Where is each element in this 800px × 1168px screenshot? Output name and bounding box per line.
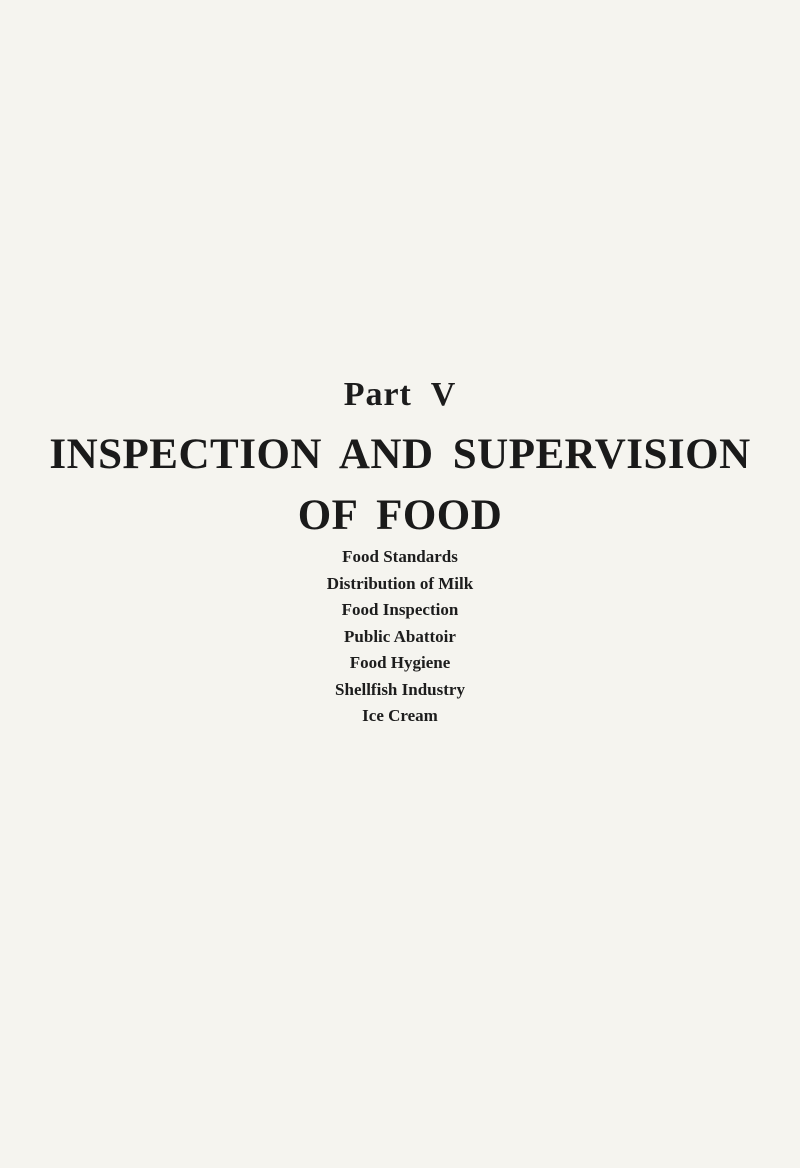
topic-item: Ice Cream — [362, 706, 438, 725]
topic-item: Shellfish Industry — [335, 679, 465, 699]
topic-item: Public Abattoir — [344, 626, 456, 646]
topic-item: Distribution of Milk — [326, 573, 474, 593]
topic-list — [0, 544, 800, 730]
section-title-line-1: INSPECTION AND SUPERVISION — [49, 431, 751, 478]
topic-item: Food Inspection — [341, 600, 459, 619]
topic-item: Food Hygiene — [349, 653, 451, 672]
section-title-line-2: OF FOOD — [297, 492, 503, 539]
topic-item: Food Standards — [342, 547, 458, 566]
part-heading: Part V — [343, 376, 457, 413]
